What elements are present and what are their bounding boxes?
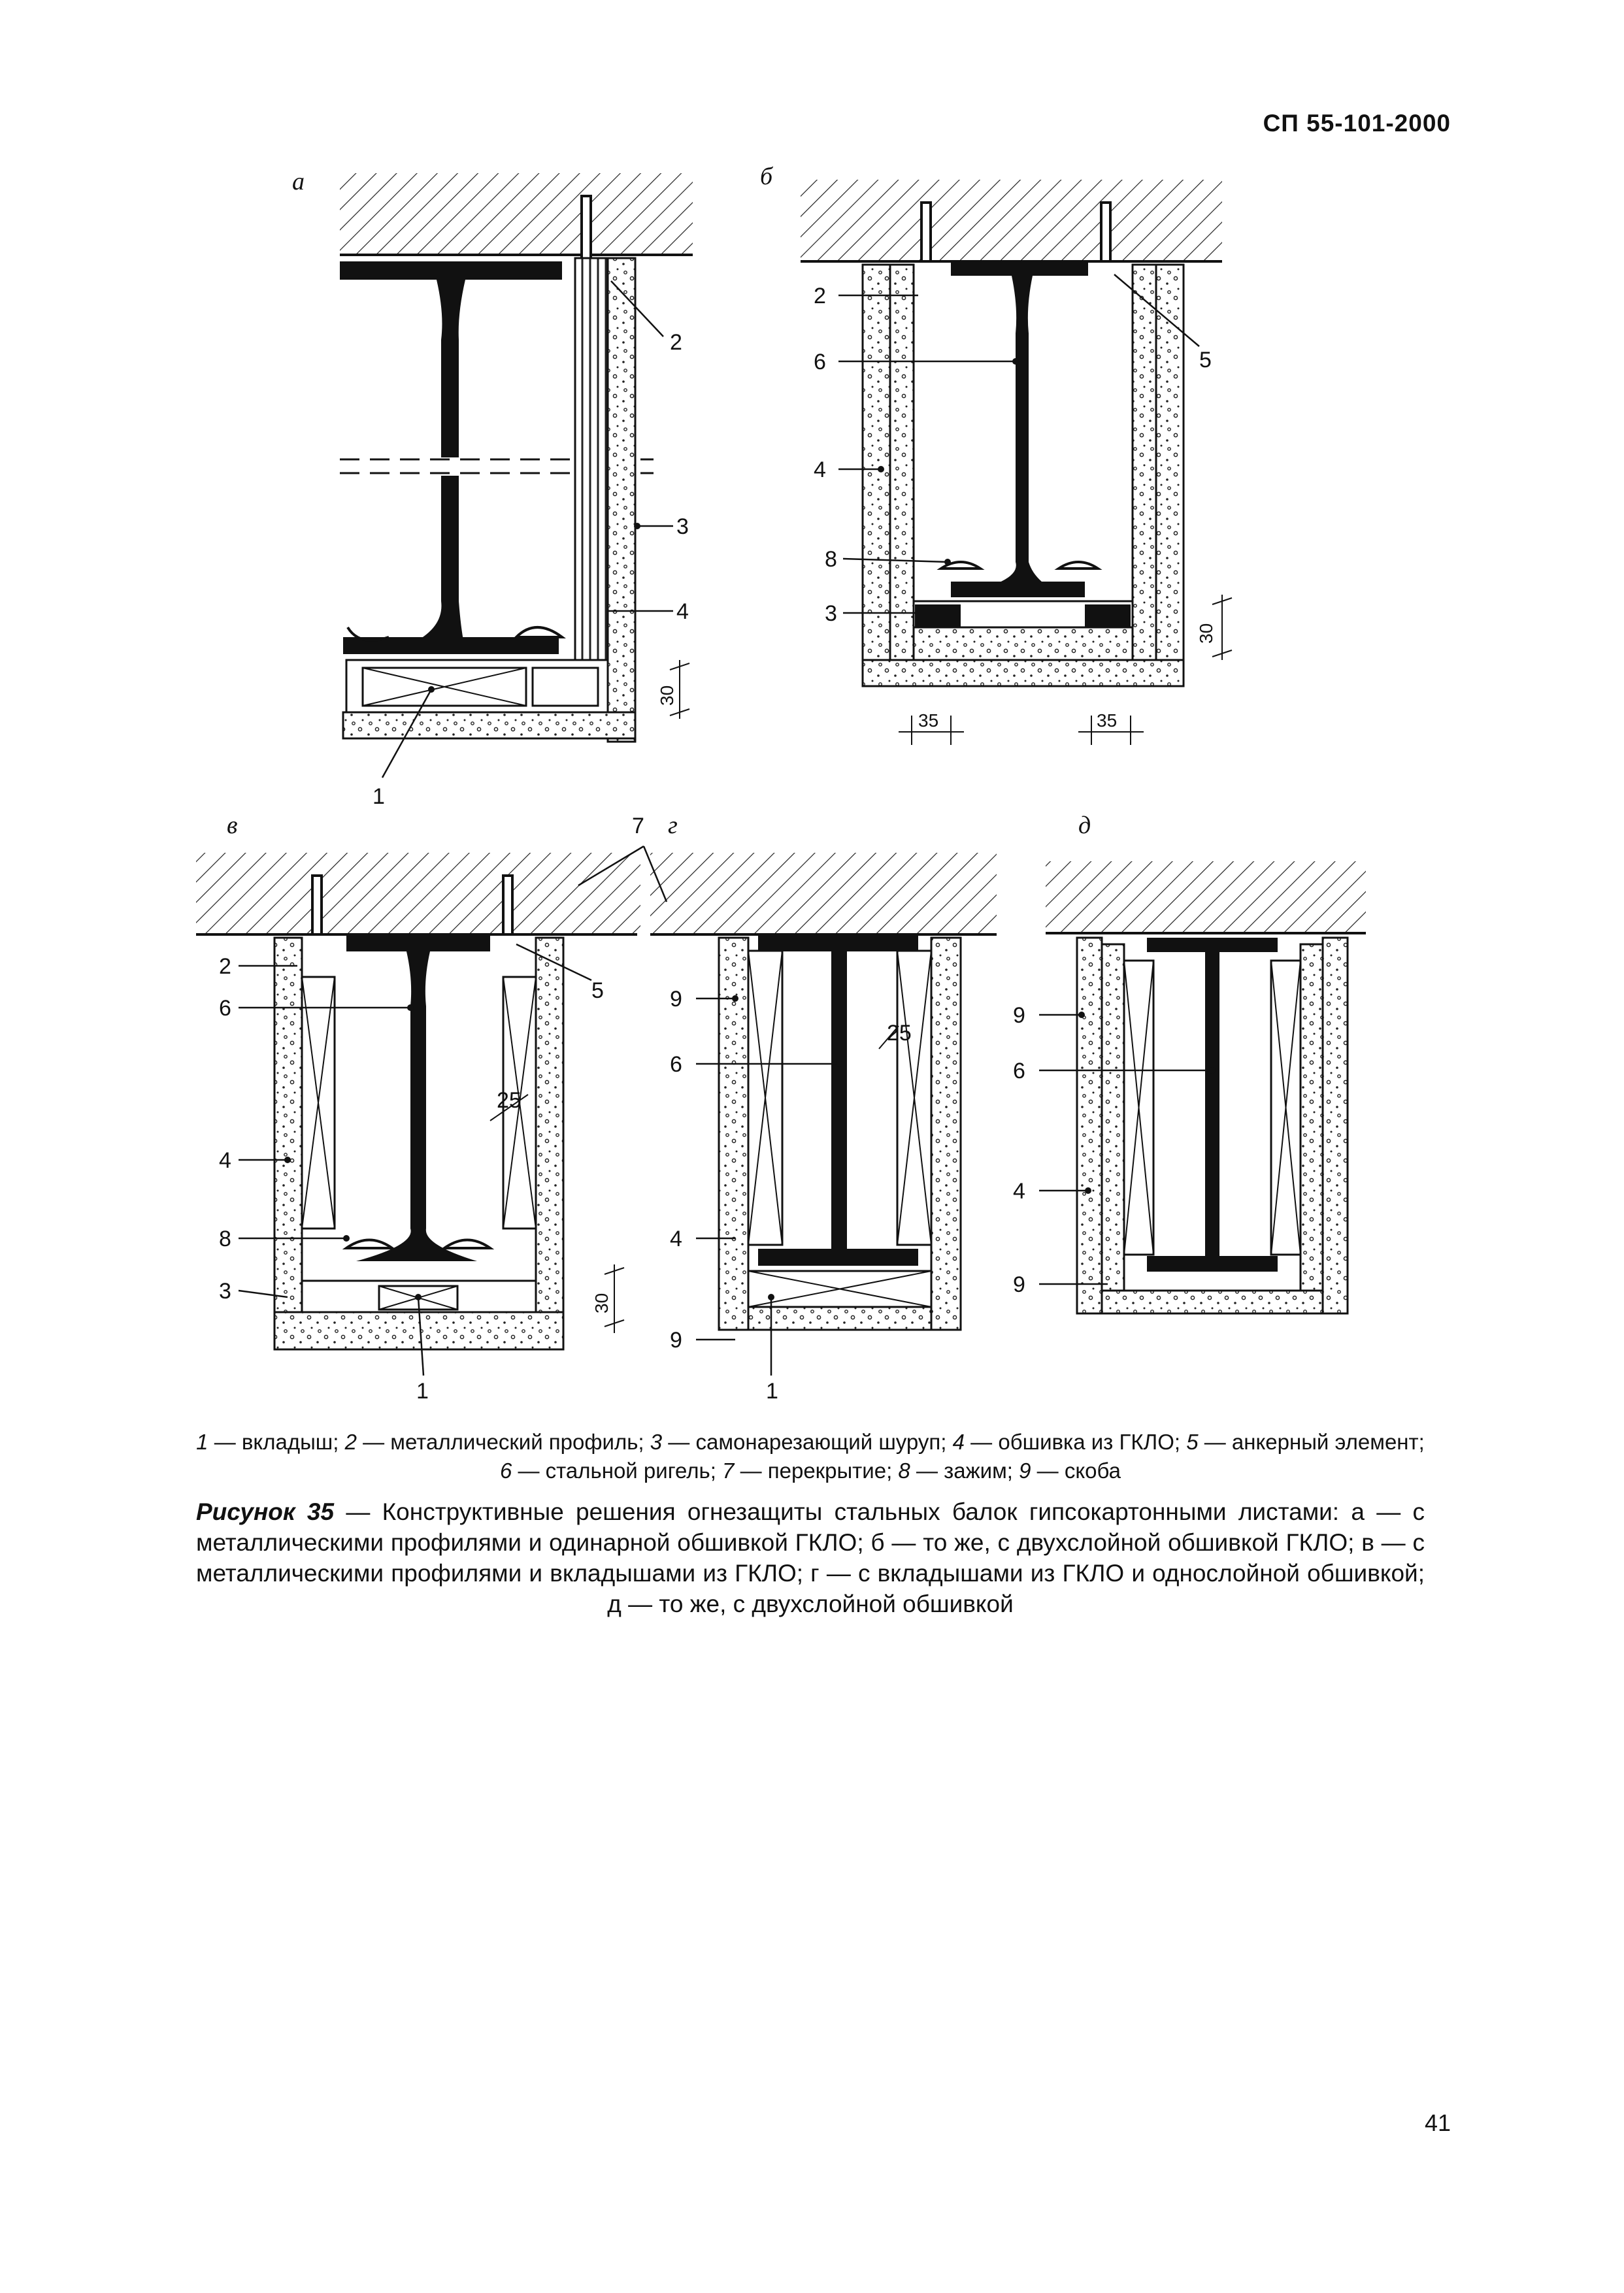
- callout-d-4: 4: [1013, 1179, 1025, 1204]
- callout-d-9-top: 9: [1013, 1003, 1025, 1028]
- legend-text: — самонарезающий шуруп;: [662, 1430, 953, 1454]
- callout-b-2: 2: [814, 284, 826, 308]
- callout-g-7: 7: [632, 814, 644, 838]
- legend-num: 4: [952, 1430, 965, 1454]
- figure-caption: [196, 1496, 1425, 1619]
- callout-g-9-top: 9: [670, 987, 682, 1012]
- panel-b: [760, 163, 1232, 745]
- legend-num: 8: [898, 1459, 910, 1483]
- legend-num: 7: [722, 1459, 735, 1483]
- callout-g-25: 25: [887, 1021, 912, 1046]
- callout-g-4: 4: [670, 1227, 682, 1251]
- dim-b-35-right: 35: [1097, 710, 1118, 731]
- dim-b-35-left: 35: [918, 710, 939, 731]
- callout-b-8: 8: [825, 547, 837, 572]
- slab-d: [1046, 861, 1366, 933]
- caption-title: Рисунок 35: [196, 1498, 335, 1525]
- callout-b-6: 6: [814, 350, 826, 374]
- callout-v-8: 8: [219, 1227, 231, 1251]
- callout-d-9-bottom: 9: [1013, 1272, 1025, 1297]
- panel-g-letter: г: [668, 812, 678, 839]
- legend-text: — скоба: [1031, 1459, 1121, 1483]
- callout-g-9-bottom: 9: [670, 1328, 682, 1353]
- callout-a-3: 3: [676, 514, 689, 539]
- callout-b-5: 5: [1199, 348, 1212, 372]
- callout-d-6: 6: [1013, 1059, 1025, 1083]
- callout-g-1: 1: [766, 1379, 778, 1404]
- legend-num: 1: [196, 1430, 208, 1454]
- legend-num: 6: [499, 1459, 512, 1483]
- panel-d-letter: д: [1078, 812, 1091, 839]
- slab-g: [650, 853, 997, 934]
- panel-a-letter: а: [292, 168, 305, 195]
- dim-b-30: 30: [1196, 623, 1216, 644]
- legend-text: — стальной ригель;: [512, 1459, 723, 1483]
- dim-v-30: 30: [591, 1293, 612, 1313]
- steel-beam-b: [941, 261, 1098, 597]
- legend-num: 9: [1019, 1459, 1031, 1483]
- panel-g: [578, 812, 997, 1404]
- figure-legend: [196, 1428, 1425, 1485]
- panel-a: [292, 168, 693, 809]
- callout-a-4: 4: [676, 599, 689, 624]
- callout-g-6: 6: [670, 1052, 682, 1077]
- callout-v-3: 3: [219, 1279, 231, 1304]
- callout-b-3: 3: [825, 601, 837, 626]
- legend-text: — металлический профиль;: [356, 1430, 650, 1454]
- callout-a-2: 2: [670, 330, 682, 355]
- legend-num: 2: [344, 1430, 357, 1454]
- legend-text: — вкладыш;: [208, 1430, 345, 1454]
- legend-num: 5: [1186, 1430, 1199, 1454]
- metal-profile-a: [575, 258, 608, 663]
- slab-b: [801, 180, 1222, 261]
- panel-v: [196, 812, 640, 1404]
- document-code: СП 55-101-2000: [1263, 110, 1451, 137]
- callout-v-1: 1: [416, 1379, 429, 1404]
- legend-text: — обшивка из ГКЛО;: [965, 1430, 1187, 1454]
- panel-v-letter: в: [227, 812, 238, 839]
- callout-v-2: 2: [219, 954, 231, 979]
- lining-a: [608, 258, 635, 742]
- dim-a-30: 30: [657, 685, 677, 706]
- slab-a: [340, 173, 693, 255]
- callout-v-25: 25: [497, 1088, 522, 1113]
- legend-text: — перекрытие;: [734, 1459, 899, 1483]
- legend-text: — анкерный элемент;: [1198, 1430, 1425, 1454]
- callout-v-5: 5: [591, 978, 604, 1003]
- callout-v-4: 4: [219, 1148, 231, 1173]
- callout-a-1: 1: [373, 784, 385, 809]
- steel-beam-d: [1147, 938, 1278, 1272]
- legend-num: 3: [650, 1430, 663, 1454]
- panel-d: [1013, 812, 1366, 1313]
- legend-text: — зажим;: [910, 1459, 1019, 1483]
- callout-b-4: 4: [814, 457, 826, 482]
- steel-beam-v: [346, 936, 490, 1261]
- callout-v-6: 6: [219, 996, 231, 1021]
- slab-v: [196, 853, 640, 934]
- caption-text: — Конструктивные решения огнезащиты стальных балок гипсокартонными листами: а — с металлическими профилями и одинарной обшивкой ГКЛО; б — то же, с двухслойной обшивкой ГКЛО; в — с металлическими профилями и вкладышами из ГКЛО; г — с вкладышами из ГКЛО и однослойной обшивкой; д — то же, с двухслойной обшивкой: [196, 1498, 1425, 1617]
- page-number: 41: [1424, 2109, 1451, 2136]
- panel-b-letter: б: [760, 163, 773, 190]
